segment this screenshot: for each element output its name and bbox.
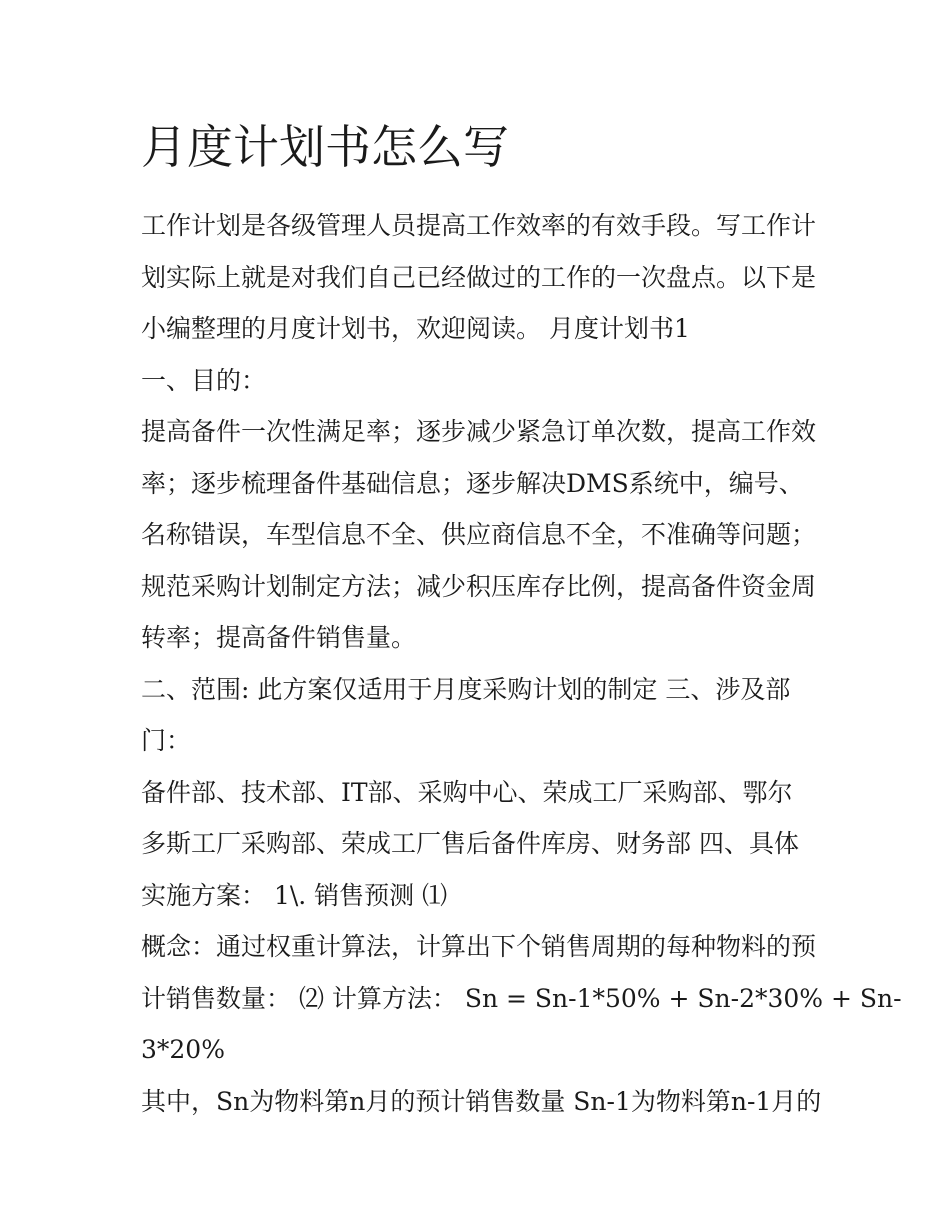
document-body: [141, 112, 902, 1127]
body-line: 门：: [141, 726, 192, 755]
formula-line: 3*20%: [141, 1035, 225, 1064]
document-title: 月度计划书怎么写: [141, 120, 509, 174]
body-line: 工作计划是各级管理人员提高工作效率的有效手段。写工作计: [141, 211, 817, 240]
body-line: 划实际上就是对我们自己已经做过的工作的一次盘点。以下是: [141, 262, 817, 292]
body-line: 名称错误，车型信息不全、供应商信息不全，不准确等问题；: [141, 520, 817, 549]
body-line: 小编整理的月度计划书，欢迎阅读。 月度计划书1: [141, 314, 690, 343]
body-line: 其中，Sn为物料第n月的预计销售数量 Sn-1为物料第n-1月的: [141, 1086, 822, 1116]
body-line: 概念：通过权重计算法，计算出下个销售周期的每种物料的预: [141, 932, 817, 961]
body-line: 提高备件一次性满足率；逐步减少紧急订单次数，提高工作效: [141, 417, 817, 446]
formula-line: 计销售数量： ⑵ 计算方法： Sn = Sn-1*50% + Sn-2*30% + Sn-: [141, 983, 902, 1013]
section-heading-purpose: 一、目的：: [141, 365, 267, 395]
body-line: 转率；提高备件销售量。: [141, 623, 417, 652]
body-line: 实施方案： 1\. 销售预测 ⑴: [141, 880, 448, 910]
body-line: 二、范围: 此方案仅适用于月度采购计划的制定 三、涉及部: [141, 674, 791, 704]
body-line: 率；逐步梳理备件基础信息；逐步解决DMS系统中，编号、: [141, 468, 804, 498]
body-line: 规范采购计划制定方法；减少积压库存比例，提高备件资金周: [141, 571, 817, 601]
body-line: 多斯工厂采购部、荣成工厂售后备件库房、财务部 四、具体: [141, 829, 799, 858]
body-line: 备件部、技术部、IT部、采购中心、荣成工厂采购部、鄂尔: [141, 777, 793, 807]
